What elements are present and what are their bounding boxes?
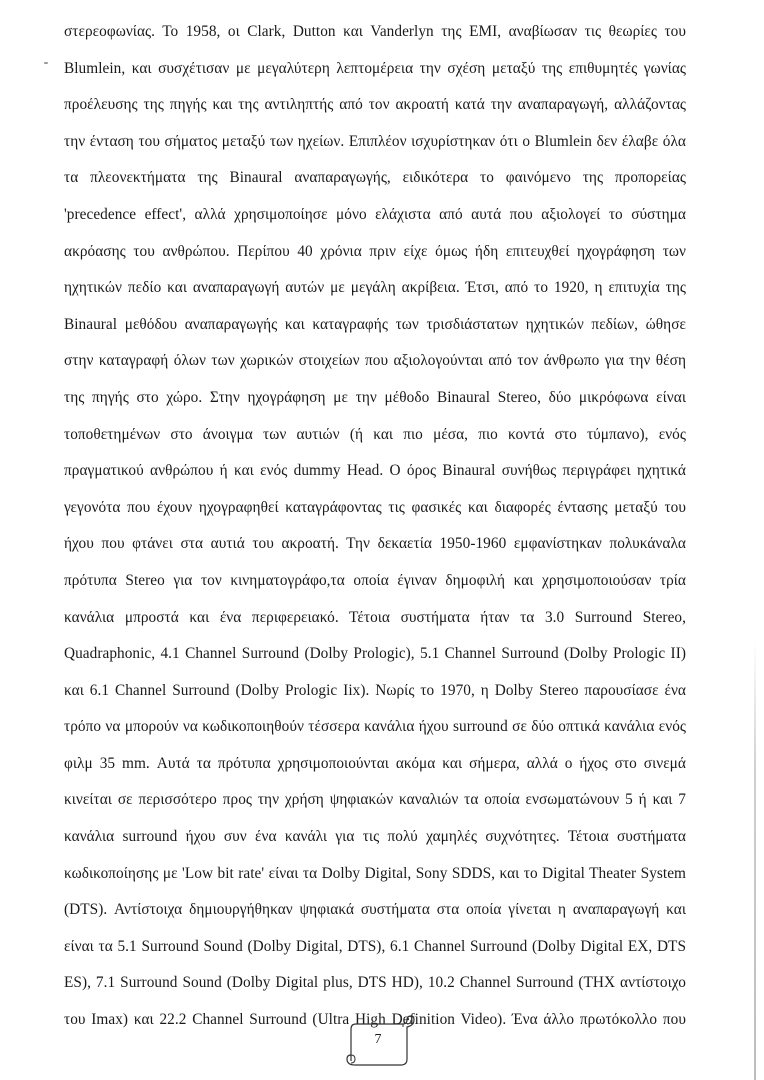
text-line: του Imax) και 22.2 Channel Surround (Ultra High Definition Video). Ένα άλλο πρωτόκολλο που [64,1011,686,1029]
text-line: κινείται σε περισσότερο προς την χρήση ψηφιακών καναλιών τα οποία ενσωματώνουν 5 ή και 7 [64,791,686,809]
text-line: τοποθετημένων στο άνοιγμα των αυτιών (ή και πιο μέσα, πιο κοντά στο τύμπανο), ενός [64,425,686,443]
text-line: πρότυπα Stereo για τον κινηματογράφο,τα οποία έγιναν δημοφιλή και χρησιμοποιούσαν τρία [64,571,686,589]
text-line: πραγματικού ανθρώπου ή και ενός dummy Head. Ο όρος Binaural συνήθως περιγράφει ηχητικά [64,462,686,480]
text-line: κανάλια μπροστά και ένα περιφερειακό. Τέτοια συστήματα ήταν τα 3.0 Surround Stereo, [64,608,686,626]
text-line: είναι τα 5.1 Surround Sound (Dolby Digital, DTS), 6.1 Channel Surround (Dolby Digital EX, DTS [64,937,686,955]
text-line: της πηγής στο χώρο. Στην ηχογράφηση με την μέθοδο Binaural Stereo, δύο μικρόφωνα είναι [64,388,686,406]
text-line: προέλευσης της πηγής και της αντιληπτής από τον ακροατή κατά την αναπαραγωγή, αλλάζοντας [64,96,686,114]
text-line: Binaural μεθόδου αναπαραγωγής και καταγραφής των τρισδιάστατων ηχητικών πεδίων, ώθησε [64,315,686,333]
margin-mark [44,62,48,64]
text-line: την ένταση του σήματος μεταξύ των ηχείων. Επιπλέον ισχυρίστηκαν ότι ο Blumlein δεν έλαβε όλα [64,132,686,150]
text-line: και 6.1 Channel Surround (Dolby Prologic Iix). Νωρίς το 1970, η Dolby Stereo παρουσίασε ένα [64,681,686,699]
text-line: 'precedence effect', αλλά χρησιμοποίησε μόνο ελάχιστα από αυτά που αξιολογεί το σύστημα [64,205,686,223]
text-line: κανάλια surround ήχου συν ένα κανάλι για τις πολύ χαμηλές συχνότητες. Τέτοια συστήματα [64,828,686,846]
text-line: Quadraphonic, 4.1 Channel Surround (Dolby Prologic), 5.1 Channel Surround (Dolby Prologic II) [64,645,686,663]
text-line: τα πλεονεκτήματα της Binaural αναπαραγωγής, ειδικότερα το φαινόμενο της προπορείας [64,169,686,187]
text-line: φιλμ 35 mm. Αυτά τα πρότυπα χρησιμοποιούνται ακόμα και σήμερα, αλλά ο ήχος στο σινεμά [64,754,686,772]
page-number-frame [341,1015,415,1067]
body-text [64,14,686,1039]
text-line: γεγονότα που έχουν ηχογραφηθεί καταγράφοντας τις φασικές και διαφορές έντασης μεταξύ του [64,498,686,516]
text-line: στην καταγραφή όλων των χωρικών στοιχείων που αξιολογούνται από τον άνθρωπο για την θέση [64,352,686,370]
text-line: ES), 7.1 Surround Sound (Dolby Digital plus, DTS HD), 10.2 Channel Surround (THX αντίστοιχο [64,974,686,992]
text-line: τρόπο να μπορούν να κωδικοποιηθούν τέσσερα κανάλια ήχου surround σε δύο οπτικά κανάλια ενός [64,718,686,736]
scan-edge-line [754,640,756,1080]
text-line: ηχητικών πεδίο και αναπαραγωγή αυτών με μεγάλη ακρίβεια. Έτσι, από το 1920, η επιτυχία της [64,279,686,297]
text-line: κωδικοποίησης με 'Low bit rate' είναι τα Dolby Digital, Sony SDDS, και το Digital Theater System [64,864,686,882]
text-line: Blumlein, και συσχέτισαν με μεγαλύτερη λεπτομέρεια την σχέση μεταξύ της επιθυμητές γωνίας [64,59,686,77]
text-line: ήχου που φτάνει στα αυτιά του ακροατή. Την δεκαετία 1950-1960 εμφανίστηκαν πολυκάναλα [64,535,686,553]
text-line: στερεοφωνίας. Το 1958, οι Clark, Dutton και Vanderlyn της EMI, αναβίωσαν τις θεωρίες του [64,23,686,40]
text-line: ακρόασης του ανθρώπου. Περίπου 40 χρόνια πριν είχε όμως ήδη επιτευχθεί ηχογράφηση των [64,242,686,260]
page-number: 7 [374,1032,382,1047]
text-line: (DTS). Αντίστοιχα δημιουργήθηκαν ψηφιακά συστήματα στα οποία γίνεται η αναπαραγωγή και [64,901,686,919]
